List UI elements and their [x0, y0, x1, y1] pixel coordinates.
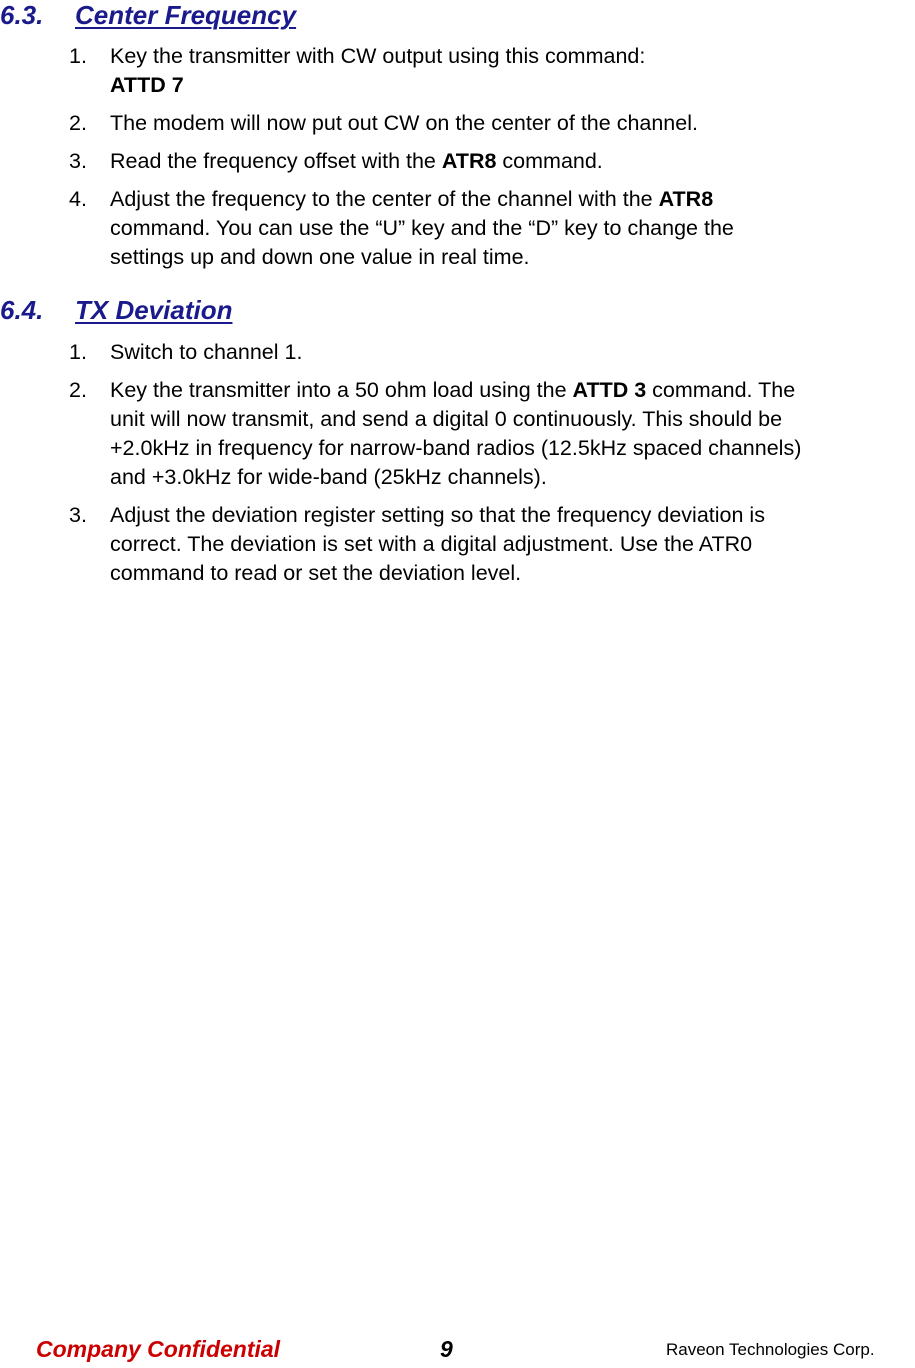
step-text: Key the transmitter with CW output using this command:	[110, 44, 646, 68]
step-text-before: Adjust the frequency to the center of the channel with the	[110, 187, 659, 211]
step-number: 2.	[69, 111, 87, 135]
section-number: 6.3.	[0, 0, 44, 30]
command-text: ATTD 7	[110, 73, 184, 97]
step-text-line: unit will now transmit, and send a digital 0 continuously. This should be	[110, 407, 783, 431]
step-text-line: command. You can use the “U” key and the “D” key to change the	[110, 216, 734, 240]
section-heading-center-frequency	[0, 0, 296, 30]
step-text-line: correct. The deviation is set with a digital adjustment. Use the ATR0	[110, 532, 753, 556]
list-item	[0, 185, 915, 272]
section-title: TX Deviation	[75, 295, 233, 325]
step-text	[110, 376, 915, 405]
list-item	[0, 376, 915, 492]
step-text-line: command to read or set the deviation level.	[110, 561, 522, 585]
step-text-before: Read the frequency offset with the	[110, 149, 442, 173]
footer-confidential: Company Confidential	[36, 1336, 281, 1362]
list-item	[0, 501, 915, 588]
list-item	[0, 109, 915, 138]
step-text: Switch to channel 1.	[110, 340, 303, 364]
list-item	[0, 338, 915, 367]
step-text: The modem will now put out CW on the center of the channel.	[110, 111, 698, 135]
page-number: 9	[440, 1336, 453, 1362]
list-item	[0, 42, 915, 100]
step-text-line: settings up and down one value in real time.	[110, 245, 530, 269]
step-number: 3.	[69, 503, 87, 527]
step-text-line: Adjust the deviation register setting so that the frequency deviation is	[110, 503, 765, 527]
section-title: Center Frequency	[75, 0, 297, 30]
step-text-line: +2.0kHz in frequency for narrow-band radios (12.5kHz spaced channels)	[110, 436, 802, 460]
section-number: 6.4.	[0, 295, 44, 325]
step-text-after: command.	[496, 149, 603, 173]
step-text-line: and +3.0kHz for wide-band (25kHz channels).	[110, 465, 547, 489]
step-number: 2.	[69, 378, 87, 402]
center-frequency-steps	[0, 42, 915, 281]
command-text: ATR8	[441, 149, 497, 173]
list-item	[0, 147, 915, 176]
command-text: ATR8	[658, 187, 714, 211]
tx-deviation-steps	[0, 338, 915, 597]
step-number: 4.	[69, 187, 87, 211]
footer-company: Raveon Technologies Corp.	[666, 1340, 875, 1359]
section-heading-tx-deviation	[0, 295, 232, 325]
step-text-after: command. The	[646, 378, 796, 402]
step-text	[110, 185, 915, 214]
step-number: 1.	[69, 340, 87, 364]
command-text: ATTD 3	[572, 378, 647, 402]
step-number: 3.	[69, 149, 87, 173]
page-footer	[0, 1336, 915, 1368]
step-number: 1.	[69, 44, 87, 68]
step-text	[110, 147, 915, 176]
step-text-before: Key the transmitter into a 50 ohm load using the	[110, 378, 573, 402]
